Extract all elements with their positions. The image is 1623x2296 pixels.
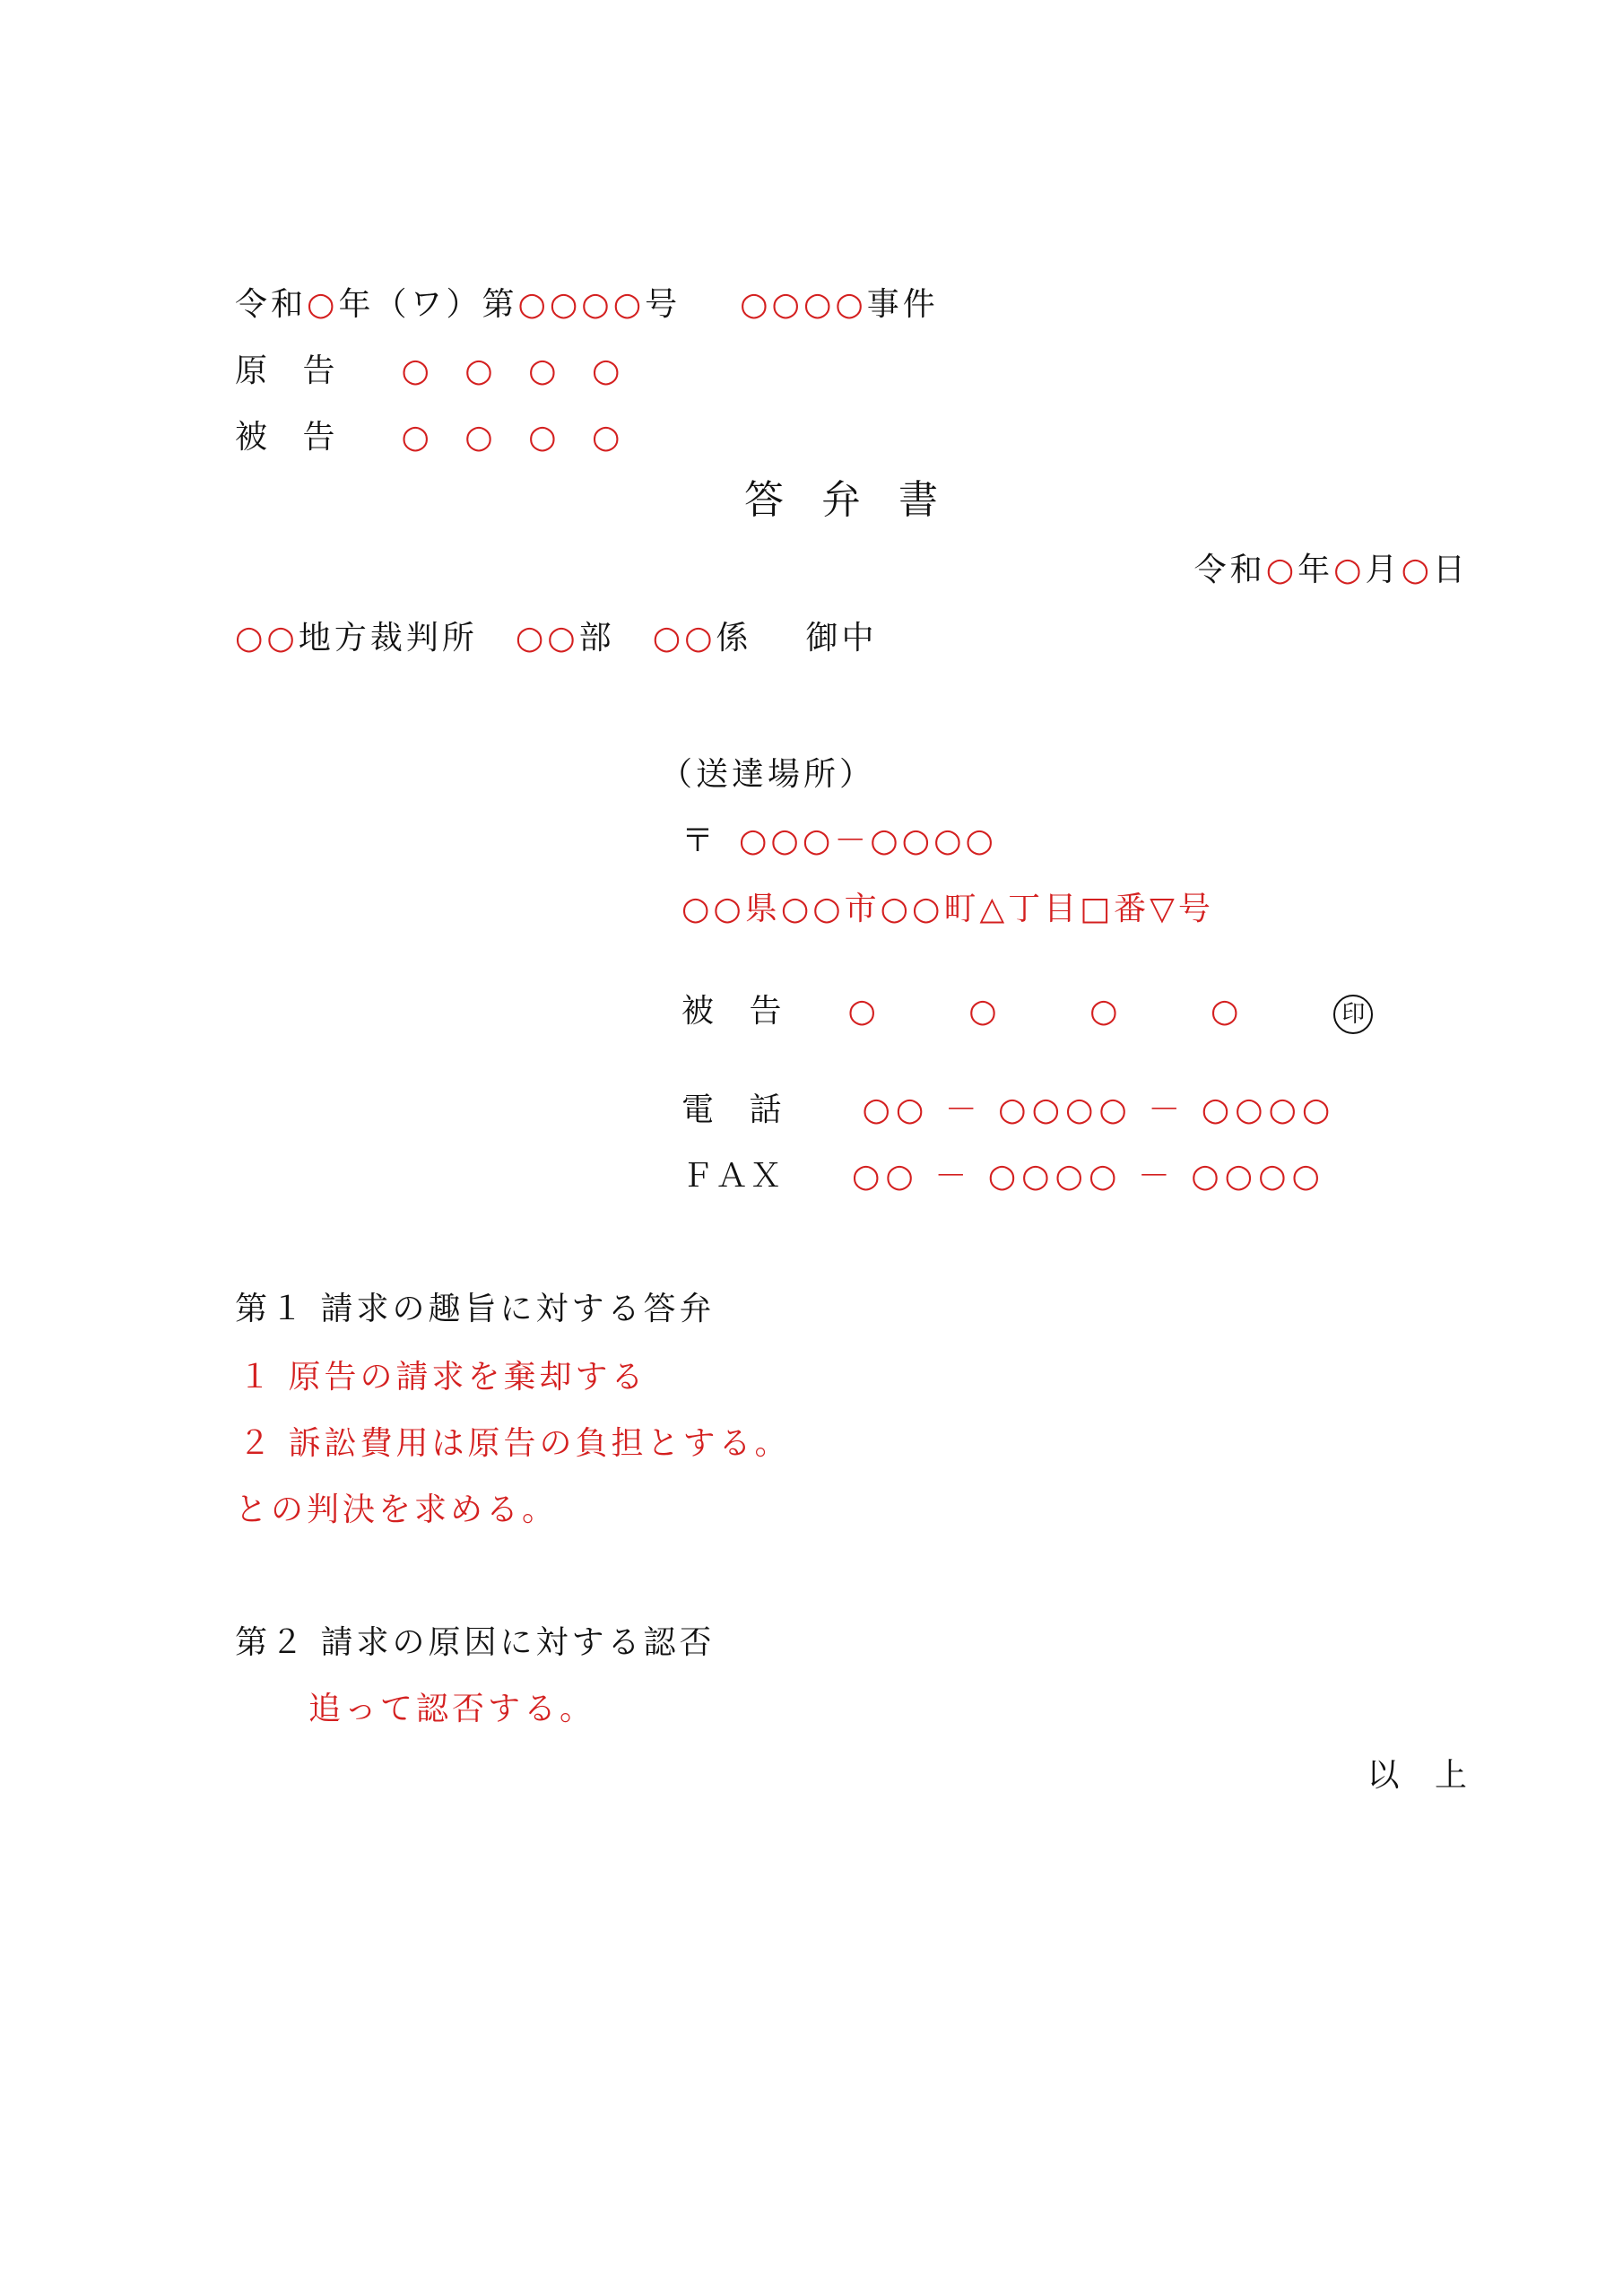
date-day: ○ <box>1401 552 1433 588</box>
postal-code: ○○○－○○○○ <box>739 822 997 859</box>
section-suffix: 係 <box>716 620 752 657</box>
division-name: ○○ <box>515 620 579 657</box>
postal-line <box>681 822 997 861</box>
case-era: 令和 <box>235 286 308 323</box>
date-month-label: 月 <box>1365 552 1402 588</box>
plaintiff-label: 原 告 <box>235 352 348 389</box>
section1-heading: 第１ 請求の趣旨に対する答弁 <box>235 1291 716 1327</box>
case-number-line <box>235 285 939 325</box>
section1-item1: １ 原告の請求を棄却する <box>239 1359 647 1396</box>
date-month: ○ <box>1333 552 1366 588</box>
phone-number: ○○ － ○○○○ － ○○○○ <box>862 1091 1336 1128</box>
date-day-label: 日 <box>1432 552 1469 588</box>
case-number-suffix: 号 <box>645 286 681 323</box>
service-defendant-line <box>681 992 1373 1034</box>
case-year: ○ <box>307 286 339 323</box>
section1-item2: ２ 訴訟費用は原告の負担とする。 <box>239 1425 791 1462</box>
service-heading: （送達場所） <box>660 756 876 793</box>
section2-heading: 第２ 請求の原因に対する認否 <box>235 1624 716 1661</box>
date-era: 令和 <box>1193 552 1266 588</box>
plaintiff-line <box>235 352 632 391</box>
section-name: ○○ <box>652 620 716 657</box>
section2-body: 追って認否する。 <box>308 1691 596 1727</box>
court-suffix: 地方裁判所 <box>298 620 478 657</box>
case-name: ○○○○ <box>740 286 867 323</box>
seal-mark: 印 <box>1333 995 1373 1034</box>
fax-number: ○○ － ○○○○ － ○○○○ <box>852 1158 1325 1195</box>
section1-conclusion: との判決を求める。 <box>235 1492 559 1528</box>
honorific: 御中 <box>805 620 878 657</box>
plaintiff-name: ○ ○ ○ ○ <box>401 352 633 389</box>
date-year-label: 年 <box>1298 552 1334 588</box>
court-name: ○○ <box>235 620 299 657</box>
case-year-mid: 年（ワ）第 <box>338 286 518 323</box>
phone-line <box>681 1091 1335 1130</box>
defendant-label: 被 告 <box>235 419 348 456</box>
case-number: ○○○○ <box>517 286 646 323</box>
closing-mark: 以 上 <box>1367 1757 1480 1794</box>
date-line <box>1194 551 1469 590</box>
case-name-suffix: 事件 <box>866 286 939 323</box>
defendant-line <box>235 418 632 457</box>
fax-line <box>681 1157 1325 1196</box>
addressee-line <box>235 619 878 658</box>
service-address: ○○県○○市○○町△丁目□番▽号 <box>681 891 1214 927</box>
defendant-name: ○ ○ ○ ○ <box>401 419 633 456</box>
service-defendant-name: ○ ○ ○ ○ <box>847 993 1280 1030</box>
phone-label: 電 話 <box>681 1091 794 1128</box>
service-defendant-label: 被 告 <box>681 993 794 1030</box>
fax-label: ＦＡＸ <box>681 1158 785 1195</box>
division-suffix: 部 <box>578 620 615 657</box>
date-year: ○ <box>1265 552 1298 588</box>
document-title: 答弁書 <box>744 477 976 523</box>
postal-mark: 〒 <box>681 822 718 859</box>
